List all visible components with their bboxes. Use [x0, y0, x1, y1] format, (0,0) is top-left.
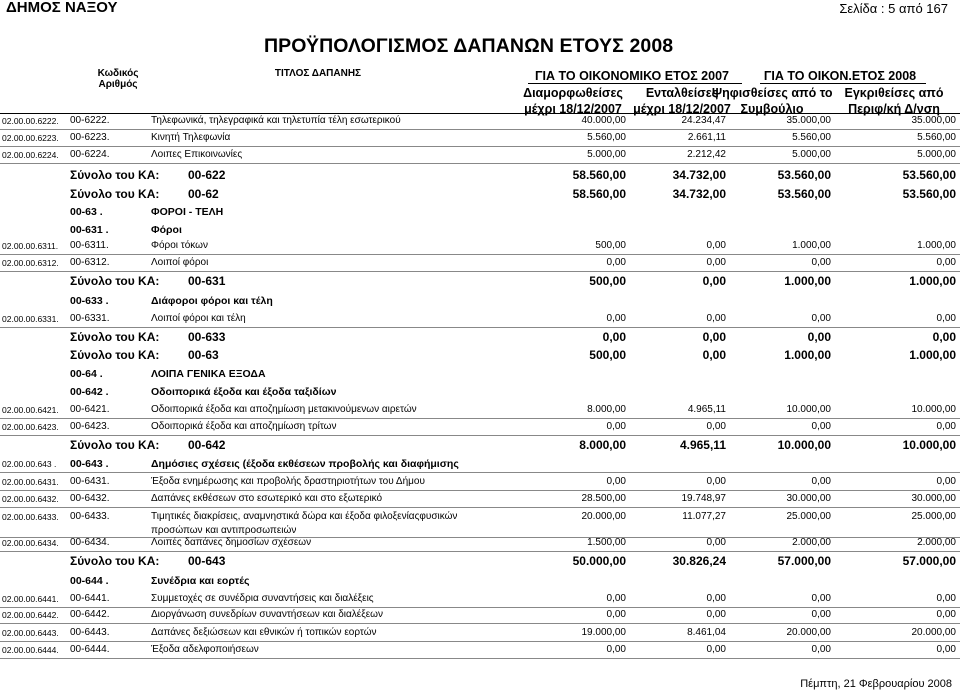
approved-amount: 30.000,00	[911, 493, 956, 504]
expense-title: Διοργάνωση συνεδρίων συναντήσεων και διαλέξεων	[151, 609, 383, 620]
voted-amount: 1.000,00	[792, 240, 831, 251]
expense-title: Λοιπες Επικοινωνίες	[151, 149, 243, 160]
group-title: Οδοιπορικά έξοδα και έξοδα ταξιδίων	[151, 386, 337, 398]
subtotal-label: Σύνολο του ΚΑ:	[70, 274, 160, 288]
col-formed-heading: Διαμορφωθείσες μέχρι 18/12/2007	[523, 86, 623, 116]
subtotal-formed: 58.560,00	[572, 168, 626, 182]
fy2007-underline	[528, 83, 742, 84]
expense-title: Τηλεφωνικά, τηλεγραφικά και τηλετυπία τέλη εσωτερικού	[151, 115, 401, 126]
voted-amount: 10.000,00	[786, 404, 831, 415]
formed-amount: 0,00	[606, 421, 626, 432]
subtotal-approved: 53.560,00	[902, 187, 956, 201]
kae-code: 00-6223.	[70, 132, 110, 143]
formed-amount: 0,00	[606, 476, 626, 487]
table-row	[0, 238, 960, 254]
formed-amount: 5.560,00	[587, 132, 626, 143]
account-code: 02.00.00.6222.	[2, 116, 59, 126]
kae-code: 00-6431.	[70, 476, 110, 487]
subtotal-approved: 1.000,00	[909, 348, 956, 362]
col-code-heading: Κωδικός Αριθμός	[97, 68, 139, 90]
fy2008-underline	[760, 83, 926, 84]
group-heading	[0, 293, 960, 309]
formed-amount: 19.000,00	[581, 627, 626, 638]
kae-code: 00-6331.	[70, 313, 110, 324]
group-title: Δημόσιες σχέσεις (έξοδα εκθέσεων προβολής και διαφήμισης	[151, 458, 459, 470]
voted-amount: 0,00	[811, 421, 831, 432]
formed-amount: 0,00	[606, 313, 626, 324]
group-code: 00-642 .	[70, 386, 109, 398]
expense-title: Κινητή Τηλεφωνία	[151, 132, 231, 143]
subtotal-approved: 57.000,00	[902, 554, 956, 568]
approved-amount: 0,00	[936, 476, 956, 487]
subtotal-ordered: 0,00	[702, 330, 726, 344]
group-heading	[0, 366, 960, 382]
kae-code: 00-6222.	[70, 115, 110, 126]
approved-amount: 0,00	[936, 421, 956, 432]
kae-code: 00-6444.	[70, 644, 110, 655]
account-code: 02.00.00.6431.	[2, 477, 59, 487]
subtotal-row	[0, 437, 960, 455]
row-rule	[0, 658, 960, 659]
approved-amount: 5.000,00	[917, 149, 956, 160]
formed-amount: 0,00	[606, 257, 626, 268]
group-code: 00-633 .	[70, 295, 109, 307]
subtotal-approved: 1.000,00	[909, 274, 956, 288]
row-rule	[0, 163, 960, 164]
subtotal-row	[0, 347, 960, 365]
group-code: 00-643 .	[70, 458, 109, 470]
group-title: ΦΟΡΟΙ - ΤΕΛΗ	[151, 206, 224, 218]
group-code: 00-64 .	[70, 368, 103, 380]
subtotal-formed: 50.000,00	[572, 554, 626, 568]
voted-amount: 25.000,00	[786, 511, 831, 522]
ordered-amount: 19.748,97	[681, 493, 726, 504]
group-heading	[0, 456, 960, 472]
subtotal-approved: 53.560,00	[902, 168, 956, 182]
account-code: 02.00.00.6423.	[2, 422, 59, 432]
kae-code: 00-6434.	[70, 537, 110, 548]
account-code: 02.00.00.6432.	[2, 494, 59, 504]
row-rule	[0, 507, 960, 508]
formed-amount: 40.000,00	[581, 115, 626, 126]
row-rule	[0, 551, 960, 552]
account-code: 02.00.00.6312.	[2, 258, 59, 268]
expense-title: Λοιπές δαπάνες δημοσίων σχέσεων	[151, 537, 312, 548]
subtotal-formed: 8.000,00	[579, 438, 626, 452]
ordered-amount: 4.965,11	[687, 404, 726, 415]
group-code: 00-644 .	[70, 575, 109, 587]
approved-amount: 0,00	[936, 313, 956, 324]
group-title: Φόροι	[151, 224, 182, 236]
expense-title: Έξοδα αδελφοποιήσεων	[151, 644, 259, 655]
ordered-amount: 8.461,04	[687, 627, 726, 638]
subtotal-row	[0, 553, 960, 571]
subtotal-code: 00-633	[188, 330, 226, 344]
approved-amount: 35.000,00	[911, 115, 956, 126]
voted-amount: 0,00	[811, 257, 831, 268]
subtotal-ordered: 4.965,11	[679, 438, 726, 452]
subtotal-label: Σύνολο του ΚΑ:	[70, 330, 160, 344]
fy2008-heading: ΓΙΑ ΤΟ ΟΙΚΟΝ.ΕΤΟΣ 2008	[763, 69, 917, 83]
account-code: 02.00.00.6441.	[2, 594, 59, 604]
table-row	[0, 607, 960, 623]
table-row	[0, 419, 960, 435]
account-code: 02.00.00.6311.	[2, 241, 59, 251]
group-title: Διάφοροι φόροι και τέλη	[151, 295, 273, 307]
voted-amount: 5.000,00	[792, 149, 831, 160]
subtotal-row	[0, 329, 960, 347]
fy2007-heading: ΓΙΑ ΤΟ ΟΙΚΟΝΟΜΙΚΟ ΕΤΟΣ 2007	[534, 69, 729, 83]
page-indicator: Σελίδα : 5 από 167	[839, 1, 948, 16]
approved-amount: 25.000,00	[911, 511, 956, 522]
subtotal-ordered: 0,00	[702, 348, 726, 362]
formed-amount: 0,00	[606, 644, 626, 655]
col-approved-heading: Εγκριθείσες από Περιφ/κή Δ/νση	[844, 86, 944, 116]
formed-amount: 0,00	[606, 593, 626, 604]
kae-code: 00-6312.	[70, 257, 110, 268]
row-rule	[0, 327, 960, 328]
formed-amount: 1.500,00	[587, 537, 626, 548]
subtotal-label: Σύνολο του ΚΑ:	[70, 438, 160, 452]
table-row	[0, 113, 960, 129]
expense-title-continued: προσώπων και αντιπροσωπειών	[151, 525, 297, 536]
expense-title: Φόροι τόκων	[151, 240, 208, 251]
approved-amount: 5.560,00	[917, 132, 956, 143]
ordered-amount: 0,00	[706, 644, 726, 655]
subtotal-ordered: 30.826,24	[672, 554, 726, 568]
ordered-amount: 11.077,27	[682, 511, 726, 522]
subtotal-code: 00-62	[188, 187, 219, 201]
formed-amount: 20.000,00	[581, 511, 626, 522]
approved-amount: 0,00	[936, 593, 956, 604]
subtotal-label: Σύνολο του ΚΑ:	[70, 168, 160, 182]
col-voted-heading: Ψηφισθείσες από το Συμβούλιο	[712, 86, 833, 116]
approved-amount: 20.000,00	[911, 627, 956, 638]
subtotal-voted: 0,00	[807, 330, 831, 344]
table-row	[0, 625, 960, 641]
kae-code: 00-6311.	[70, 240, 109, 251]
group-title: Συνέδρια και εορτές	[151, 575, 250, 587]
group-account-code: 02.00.00.643 .	[2, 459, 57, 469]
ordered-amount: 0,00	[706, 240, 726, 251]
table-row	[0, 591, 960, 607]
expense-title: Έξοδα ενημέρωσης και προβολής δραστηριοτήτων του Δήμου	[151, 476, 425, 487]
expense-title: Δαπάνες δεξιώσεων και εθνικών ή τοπικών εορτών	[151, 627, 377, 638]
table-row	[0, 311, 960, 327]
group-code: 00-63 .	[70, 206, 103, 218]
voted-amount: 0,00	[811, 313, 831, 324]
voted-amount: 20.000,00	[786, 627, 831, 638]
approved-amount: 0,00	[936, 644, 956, 655]
subtotal-label: Σύνολο του ΚΑ:	[70, 554, 160, 568]
subtotal-row	[0, 167, 960, 185]
voted-amount: 0,00	[811, 644, 831, 655]
voted-amount: 2.000,00	[792, 537, 831, 548]
ordered-amount: 0,00	[706, 537, 726, 548]
group-heading	[0, 384, 960, 400]
kae-code: 00-6224.	[70, 149, 110, 160]
group-heading	[0, 573, 960, 589]
ordered-amount: 2.212,42	[687, 149, 726, 160]
group-title: ΛΟΙΠΑ ΓΕΝΙΚΑ ΕΞΟΔΑ	[151, 368, 266, 380]
voted-amount: 0,00	[811, 593, 831, 604]
account-code: 02.00.00.6224.	[2, 150, 59, 160]
ordered-amount: 0,00	[706, 609, 726, 620]
formed-amount: 0,00	[606, 609, 626, 620]
subtotal-voted: 1.000,00	[784, 348, 831, 362]
account-code: 02.00.00.6331.	[2, 314, 59, 324]
subtotal-voted: 53.560,00	[777, 187, 831, 201]
subtotal-voted: 53.560,00	[777, 168, 831, 182]
subtotal-row	[0, 273, 960, 291]
subtotal-voted: 1.000,00	[784, 274, 831, 288]
subtotal-label: Σύνολο του ΚΑ:	[70, 187, 160, 201]
ordered-amount: 0,00	[706, 476, 726, 487]
subtotal-voted: 57.000,00	[777, 554, 831, 568]
account-code: 02.00.00.6442.	[2, 610, 59, 620]
table-row	[0, 402, 960, 418]
ordered-amount: 24.234,47	[681, 115, 726, 126]
account-code: 02.00.00.6444.	[2, 645, 59, 655]
formed-amount: 28.500,00	[581, 493, 626, 504]
account-code: 02.00.00.6223.	[2, 133, 59, 143]
row-rule	[0, 472, 960, 473]
kae-code: 00-6442.	[70, 609, 110, 620]
account-code: 02.00.00.6433.	[2, 512, 59, 522]
row-rule	[0, 435, 960, 436]
col-title-heading: ΤΙΤΛΟΣ ΔΑΠΑΝΗΣ	[274, 68, 362, 79]
subtotal-formed: 500,00	[589, 348, 626, 362]
kae-code: 00-6423.	[70, 421, 110, 432]
document-title: ΠΡΟΫΠΟΛΟΓΙΣΜΟΣ ΔΑΠΑΝΩΝ ΕΤΟΥΣ 2008	[264, 35, 674, 57]
subtotal-code: 00-63	[188, 348, 219, 362]
subtotal-ordered: 34.732,00	[672, 168, 726, 182]
subtotal-approved: 10.000,00	[902, 438, 956, 452]
footer-date: Πέμπτη, 21 Φεβρουαρίου 2008	[800, 678, 952, 690]
ordered-amount: 0,00	[706, 593, 726, 604]
col-ordered-heading: Ενταλθείσες μέχρι 18/12/2007	[633, 86, 731, 116]
voted-amount: 35.000,00	[786, 115, 831, 126]
expense-title: Λοιποί φόροι	[151, 257, 209, 268]
kae-code: 00-6432.	[70, 493, 110, 504]
kae-code: 00-6441.	[70, 593, 110, 604]
group-heading	[0, 204, 960, 220]
ordered-amount: 0,00	[706, 421, 726, 432]
table-row	[0, 491, 960, 507]
expense-title: Οδοιπορικά έξοδα και αποζημίωση τρίτων	[151, 421, 337, 432]
approved-amount: 2.000,00	[917, 537, 956, 548]
subtotal-voted: 10.000,00	[777, 438, 831, 452]
subtotal-approved: 0,00	[932, 330, 956, 344]
subtotal-code: 00-631	[188, 274, 226, 288]
kae-code: 00-6433.	[70, 511, 110, 522]
approved-amount: 10.000,00	[911, 404, 956, 415]
municipality-name: ΔΗΜΟΣ ΝΑΞΟΥ	[6, 0, 118, 16]
approved-amount: 1.000,00	[917, 240, 956, 251]
table-row	[0, 642, 960, 658]
table-row	[0, 147, 960, 163]
subtotal-code: 00-622	[188, 168, 226, 182]
table-row	[0, 474, 960, 490]
expense-title: Οδοιπορικά έξοδα και αποζημίωση μετακινούμενων αιρετών	[151, 404, 417, 415]
subtotal-code: 00-643	[188, 554, 226, 568]
formed-amount: 5.000,00	[587, 149, 626, 160]
ordered-amount: 0,00	[706, 257, 726, 268]
subtotal-formed: 500,00	[589, 274, 626, 288]
subtotal-row	[0, 186, 960, 204]
kae-code: 00-6421.	[70, 404, 110, 415]
table-row	[0, 130, 960, 146]
subtotal-code: 00-642	[188, 438, 226, 452]
table-row	[0, 535, 960, 551]
subtotal-label: Σύνολο του ΚΑ:	[70, 348, 160, 362]
account-code: 02.00.00.6443.	[2, 628, 59, 638]
row-rule	[0, 623, 960, 624]
account-code: 02.00.00.6434.	[2, 538, 59, 548]
subtotal-ordered: 0,00	[702, 274, 726, 288]
group-code: 00-631 .	[70, 224, 109, 236]
subtotal-formed: 58.560,00	[572, 187, 626, 201]
ordered-amount: 2.661,11	[687, 132, 726, 143]
subtotal-ordered: 34.732,00	[672, 187, 726, 201]
ordered-amount: 0,00	[706, 313, 726, 324]
expense-title: Συμμετοχές σε συνέδρια συναντήσεις και διαλέξεις	[151, 593, 374, 604]
table-row	[0, 255, 960, 271]
approved-amount: 0,00	[936, 257, 956, 268]
voted-amount: 30.000,00	[786, 493, 831, 504]
voted-amount: 5.560,00	[792, 132, 831, 143]
voted-amount: 0,00	[811, 609, 831, 620]
account-code: 02.00.00.6421.	[2, 405, 59, 415]
expense-title: Δαπάνες εκθέσεων στο εσωτερικό και στο εξωτερικό	[151, 493, 383, 504]
kae-code: 00-6443.	[70, 627, 110, 638]
approved-amount: 0,00	[936, 609, 956, 620]
expense-title: Τιμητικές διακρίσεις, αναμνηστικά δώρα και έξοδα φιλοξενίαςφυσικών	[151, 511, 458, 522]
row-rule	[0, 271, 960, 272]
formed-amount: 8.000,00	[587, 404, 626, 415]
formed-amount: 500,00	[595, 240, 626, 251]
subtotal-formed: 0,00	[602, 330, 626, 344]
group-heading	[0, 222, 960, 238]
expense-title: Λοιποί φόροι και τέλη	[151, 313, 246, 324]
voted-amount: 0,00	[811, 476, 831, 487]
